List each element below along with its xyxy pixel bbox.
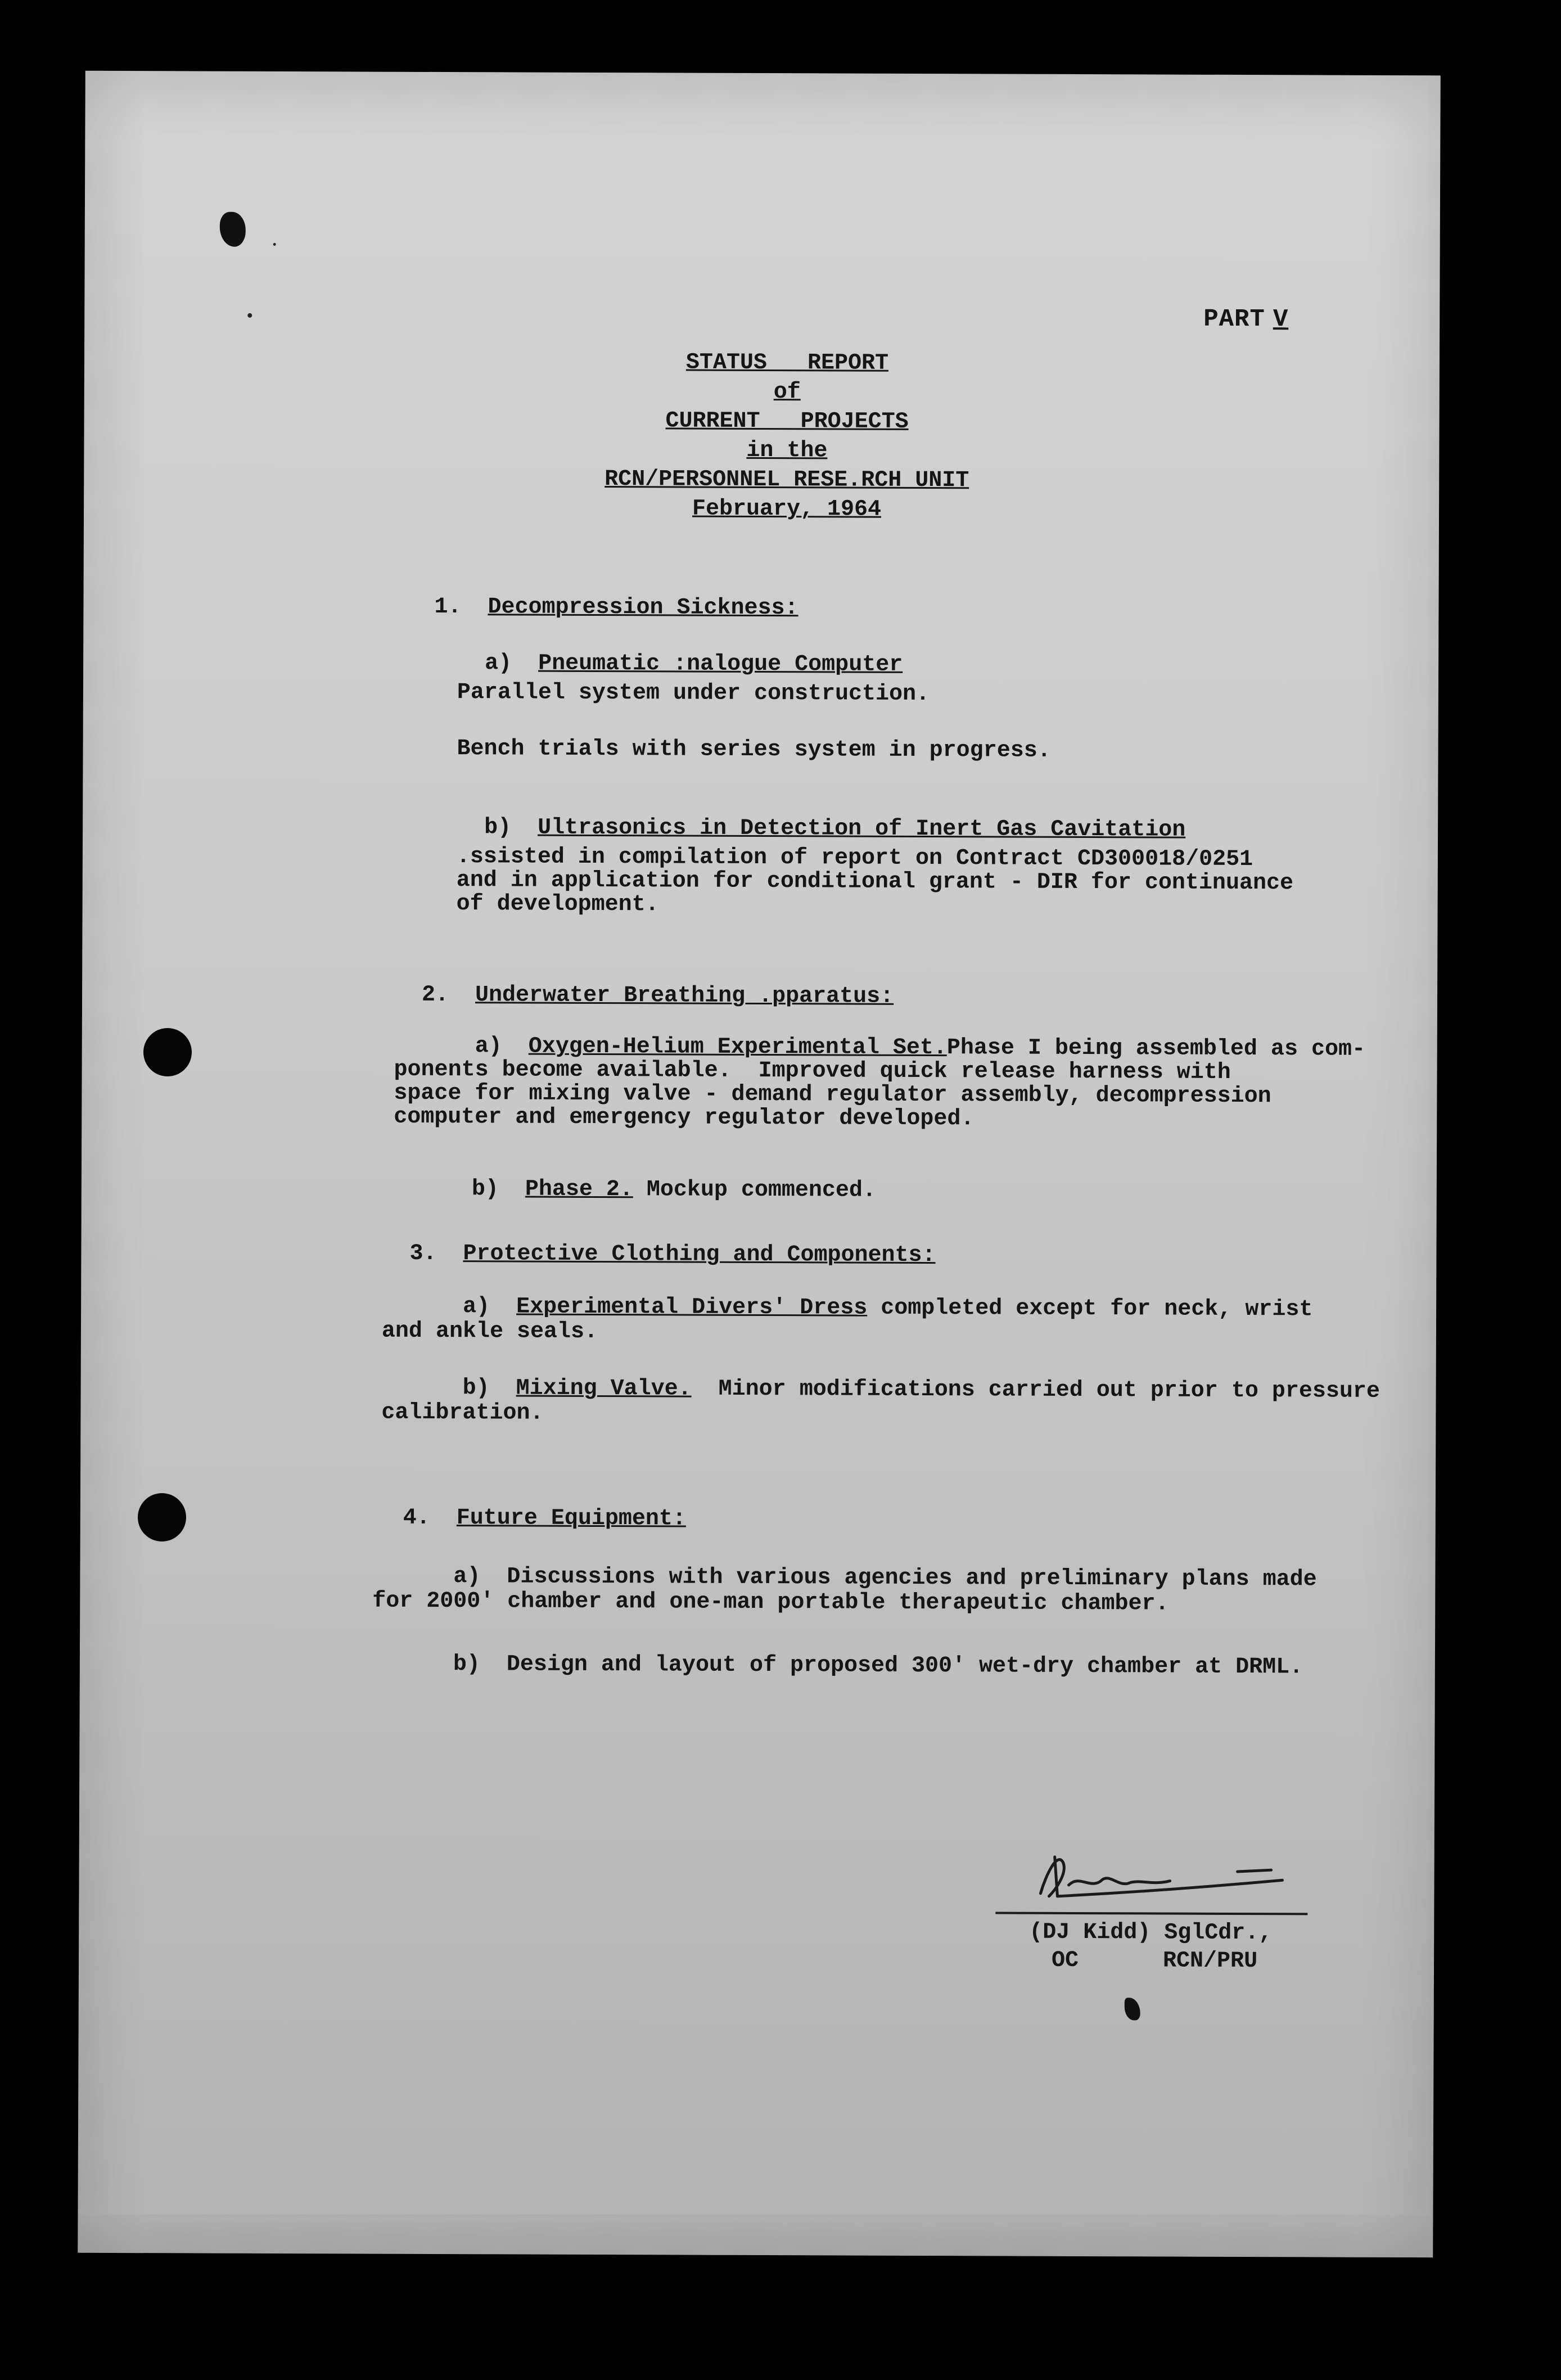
section-title: Decompression Sickness: [488, 594, 798, 621]
punch-hole-upper [143, 1028, 192, 1076]
ink-speck [247, 313, 252, 318]
signatory-unit: RCN/PRU [1162, 1948, 1258, 1975]
punch-hole-lower [138, 1493, 186, 1541]
section-title: Protective Clothing and Components: [463, 1241, 936, 1269]
item-label: a) [453, 1564, 481, 1590]
item-title: Ultrasonics in Detection of Inert Gas Cavitation [538, 815, 1186, 843]
part-numeral: V [1273, 305, 1289, 334]
item-text: completed except for neck, wrist and ankle seals. [381, 1295, 1313, 1345]
item-1b-para: .ssisted in compilation of report on Contract CD300018/0251 and in application for conditional grant - DIR for continuance of development. [456, 844, 1294, 918]
item-1a-para-1: Parallel system under construction. [457, 680, 930, 707]
section-number: 2. [421, 982, 449, 1008]
item-title: Oxygen-Helium Experimental Set. [528, 1034, 947, 1061]
item-text: Design and layout of proposed 300' wet-dry chamber at DRML. [506, 1652, 1303, 1680]
item-text: Mockup commenced. [633, 1177, 877, 1203]
item-title: Pneumatic :nalogue Computer [538, 651, 903, 678]
item-title: Mixing Valve. [516, 1376, 692, 1402]
section-number: 1. [434, 594, 462, 620]
item-text: Minor modifications carried out prior to pressure calibration. [381, 1376, 1380, 1426]
section-title: Future Equipment: [456, 1505, 686, 1532]
item-label: a) [463, 1294, 490, 1320]
item-4b [372, 1624, 1303, 1709]
signatory-name: (DJ Kidd) SglCdr., [1029, 1919, 1273, 1946]
item-3b [381, 1351, 1380, 1454]
item-title: Phase 2. [525, 1177, 633, 1203]
document-body [78, 71, 1441, 2257]
report-title [477, 348, 1097, 525]
signature-block [1029, 1919, 1344, 1976]
ink-blot [220, 212, 246, 247]
section-number: 4. [403, 1505, 430, 1531]
item-1a-para-2: Bench trials with series system in progress. [457, 736, 1051, 764]
item-title: Experimental Divers' Dress [516, 1294, 868, 1321]
handwritten-signature [1023, 1840, 1305, 1909]
ink-mark [1125, 1998, 1140, 2020]
title-line-5: RCN/PERSONNEL RESE.RCH UNIT [604, 467, 969, 494]
item-text: Phase I being assembled as com- ponents become available. Improved quick release harness with space for mixing valve - demand regulator assembly, decompression computer and emergency regulator developed. [394, 1035, 1366, 1132]
title-line-1: STATUS REPORT [685, 350, 889, 376]
item-2a [394, 1011, 1508, 1157]
part-text: PART [1203, 305, 1265, 334]
signature-line [995, 1912, 1307, 1915]
signatory-role: OC [1051, 1948, 1079, 1973]
title-line-4: in the [746, 438, 828, 464]
item-label: a) [475, 1034, 502, 1060]
title-line-3: CURRENT PROJECTS [665, 408, 909, 435]
section-number: 3. [409, 1241, 437, 1266]
item-label: b) [462, 1376, 490, 1401]
ink-speck [273, 243, 276, 246]
title-line-6: February, 1964 [692, 496, 882, 522]
item-label: b) [471, 1177, 499, 1202]
item-text: Discussions with various agencies and preliminary plans made for 2000' chamber and one-man portable therapeutic chamber. [372, 1564, 1317, 1617]
title-line-2: of [773, 380, 801, 405]
part-label [1203, 305, 1288, 334]
item-label: b) [484, 815, 512, 841]
item-label: a) [485, 651, 512, 677]
document-page [78, 71, 1441, 2257]
item-label: b) [453, 1652, 481, 1678]
section-title: Underwater Breathing .pparatus: [475, 982, 894, 1009]
